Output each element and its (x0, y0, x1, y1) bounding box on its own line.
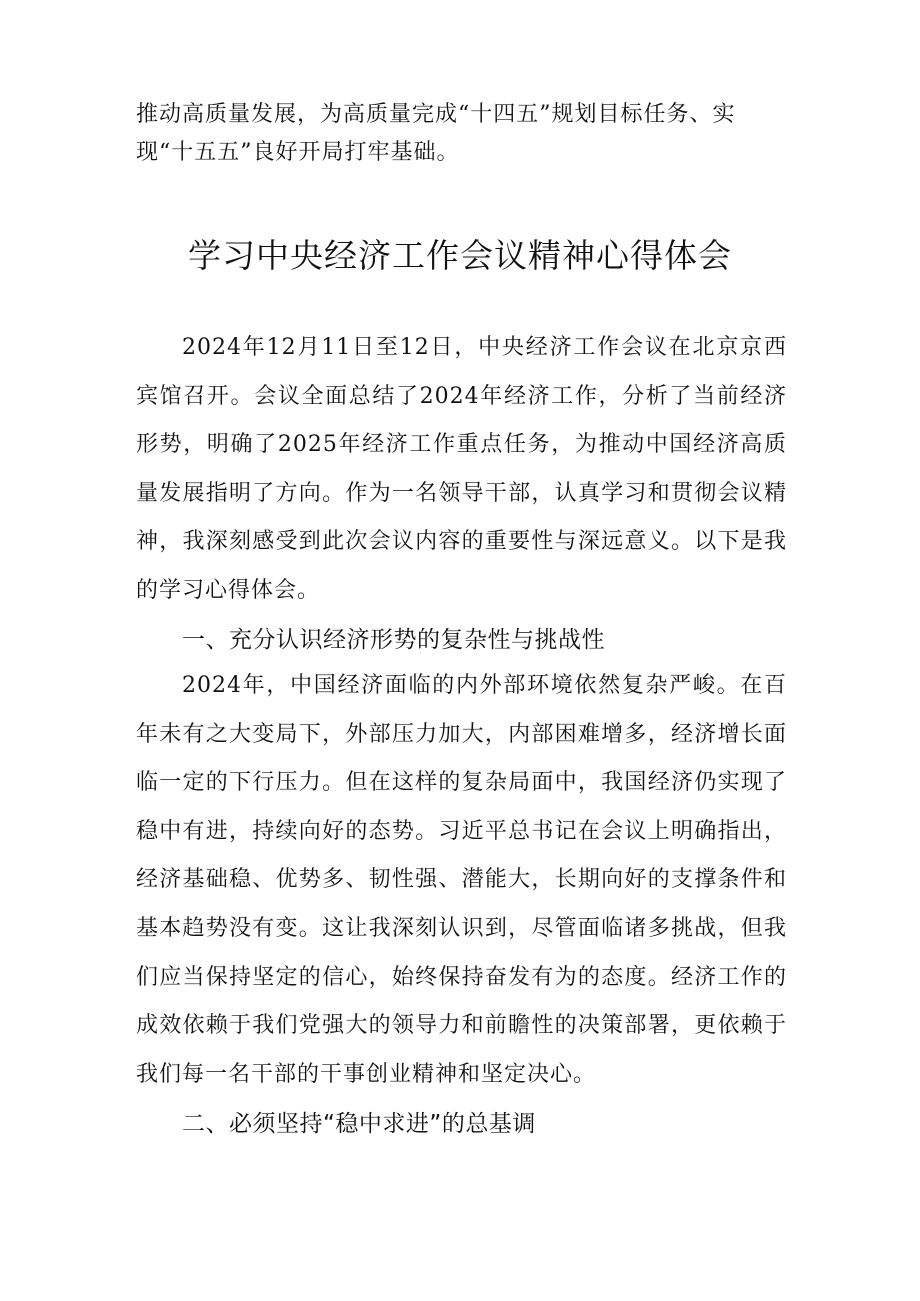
section-1-paragraph: 2024年，中国经济面临的内外部环境依然复杂严峻。在百年未有之大变局下，外部压力加大，内部困难增多，经济增长面临一定的下行压力。但在这样的复杂局面中，我国经济仍实现了稳中有进，持续向好的态势。习近平总书记在会议上明确指出，经济基础稳、优势多、韧性强、潜能大，长期向好的支撑条件和基本趋势没有变。这让我深刻认识到，尽管面临诸多挑战，但我们应当保持坚定的信心，始终保持奋发有为的态度。经济工作的成效依赖于我们党强大的领导力和前瞻性的决策部署，更依赖于我们每一名干部的干事创业精神和坚定决心。 (136, 673, 787, 1087)
section-heading-1: 一、充分认识经济形势的复杂性与挑战性 (182, 627, 605, 653)
carryover-paragraph: 推动高质量发展，为高质量完成“十四五”规划目标任务、实现“十五五”良好开局打牢基础。 (136, 102, 736, 165)
intro-paragraph: 2024年12月11日至12日，中央经济工作会议在北京京西宾馆召开。会议全面总结了2024年经济工作，分析了当前经济形势，明确了2025年经济工作重点任务，为推动中国经济高质量发展指明了方向。作为一名领导干部，认真学习和贯彻会议精神，我深刻感受到此次会议内容的重要性与深远意义。以下是我的学习心得体会。 (136, 335, 787, 603)
section-heading-2: 二、必须坚持“稳中求进”的总基调 (182, 1111, 536, 1137)
document-title: 学习中央经济工作会议精神心得体会 (188, 236, 732, 275)
